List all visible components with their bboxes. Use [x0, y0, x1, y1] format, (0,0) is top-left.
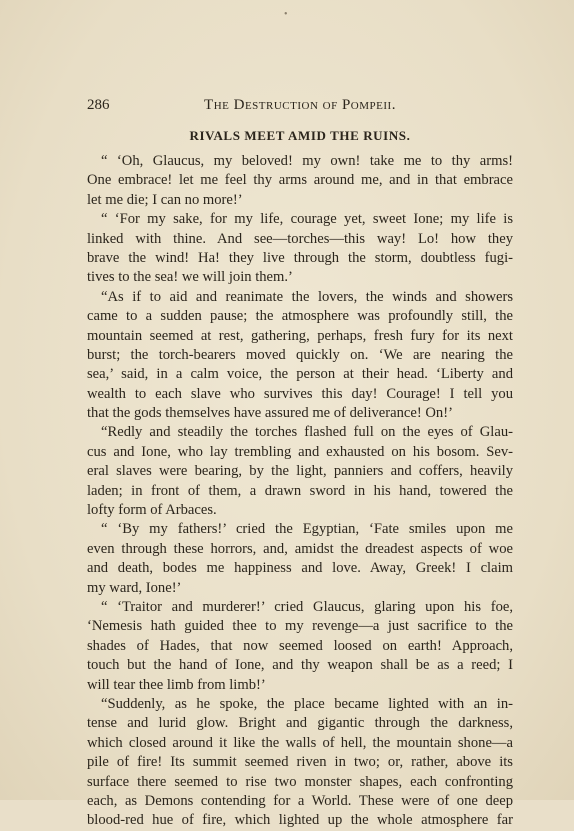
text-line: surface there seemed to rise two monster shapes, each confronting — [87, 773, 513, 790]
text-line: “ ‘Oh, Glaucus, my beloved! my own! take me to thy arms! — [101, 153, 513, 169]
text-line: “Suddenly, as he spoke, the place became lighted with an in- — [101, 695, 513, 712]
text-line: my ward, Ione!’ — [87, 579, 182, 596]
text-line: cus and Ione, who lay trembling and exhausted on his bosom. Sev- — [87, 443, 513, 460]
text-line: mountain seemed at rest, gathering, perhaps, fresh fury for its next — [87, 327, 513, 344]
text-line: pile of fire! Its summit seemed riven in two; or, rather, above its — [87, 754, 513, 771]
text-line: touch but the hand of Ione, and thy weapon shall be as a reed; I — [87, 657, 513, 674]
text-line: each, as Demons contending for a World. These were of one deep — [87, 792, 513, 809]
text-line: “As if to aid and reanimate the lovers, the winds and showers — [101, 288, 513, 305]
text-line: and death, bodes me happiness and love. Away, Greek! I claim — [87, 560, 513, 577]
text-line: One embrace! let me feel thy arms around me, and in that embrace — [87, 172, 513, 189]
text-line: brave the wind! Ha! they live through the storm, doubtless fugi- — [87, 249, 513, 266]
page-mark: • — [284, 9, 288, 20]
text-line: lofty form of Arbaces. — [87, 502, 217, 519]
text-line: came to a sudden pause; the atmosphere was profoundly still, the — [87, 308, 513, 325]
text-line: “ ‘By my fathers!’ cried the Egyptian, ‘Fate smiles upon me — [101, 521, 513, 538]
text-line: laden; in front of them, a drawn sword in his hand, towered the — [87, 482, 513, 499]
text-line: tives to the sea! we will join them.’ — [87, 269, 293, 286]
text-line: sea,’ said, in a calm voice, the person at their head. ‘Liberty and — [87, 366, 513, 383]
text-line: eral slaves were bearing, by the light, panniers and coffers, heavily — [87, 463, 513, 480]
text-line: wealth to each slave who survives this day! Courage! I tell you — [87, 385, 513, 402]
text-line: linked with thine. And see—torches—this way! Lo! how they — [87, 230, 513, 247]
text-line: shades of Hades, that now seemed loosed on earth! Approach, — [87, 637, 513, 654]
text-line: which closed around it like the walls of hell, the mountain shone—a — [87, 734, 513, 751]
text-line: burst; the torch-bearers moved quickly on. ‘We are nearing the — [87, 346, 513, 363]
text-line: tense and lurid glow. Bright and gigantic through the darkness, — [87, 715, 513, 732]
section-heading: RIVALS MEET AMID THE RUINS. — [189, 128, 411, 143]
text-line: “ ‘For my sake, for my life, courage yet, sweet Ione; my life is — [101, 211, 513, 228]
text-line: ‘Nemesis hath guided thee to my revenge—a just sacrifice to the — [87, 618, 513, 635]
page-number: 286 — [87, 97, 110, 113]
page-header — [87, 97, 513, 117]
text-line: will tear thee limb from limb!’ — [87, 676, 266, 693]
text-line: let me die; I can no more!’ — [87, 191, 243, 208]
text-line: “Redly and steadily the torches flashed full on the eyes of Glau- — [101, 424, 513, 441]
text-line: that the gods themselves have assured me of deliverance! On!’ — [87, 405, 453, 422]
text-line: “ ‘Traitor and murderer!’ cried Glaucus, glaring upon his foe, — [101, 598, 513, 615]
body-text — [87, 152, 513, 831]
text-line: blood-red hue of fire, which lighted up the whole atmosphere far — [87, 812, 513, 829]
running-title: The Destruction of Pompeii. — [204, 97, 396, 113]
text-line: even through these horrors, and, amidst the dreadest aspects of woe — [87, 540, 513, 557]
